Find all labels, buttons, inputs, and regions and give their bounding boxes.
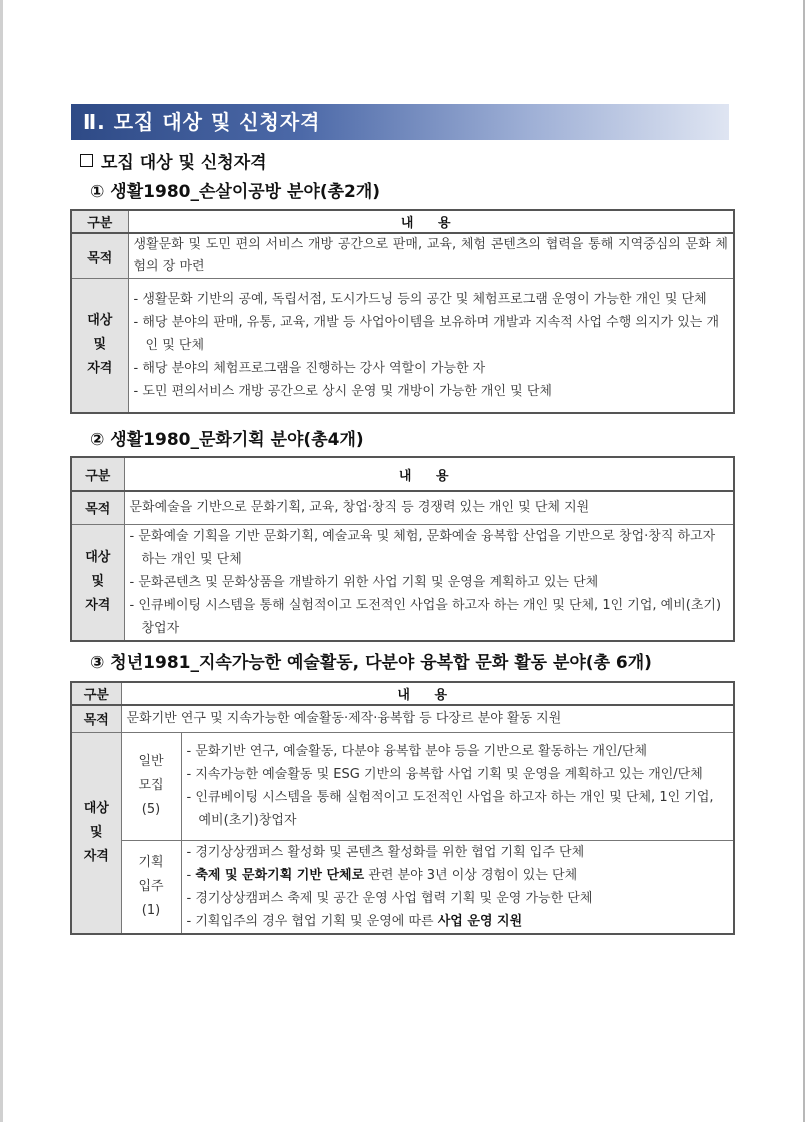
header-category: 구분 [71, 457, 124, 491]
list-item: - 경기상상캠퍼스 축제 및 공간 운영 사업 협력 기획 및 운영 가능한 단체 [186, 890, 593, 906]
target-content [128, 279, 734, 413]
checkbox-icon [80, 154, 93, 167]
target-content [124, 524, 734, 641]
field-heading-1: ① 생활1980_손살이공방 분야(총2개) [90, 182, 381, 202]
sub-heading [80, 148, 267, 173]
header-content: 내 용 [121, 682, 734, 705]
list-item: - 지속가능한 예술활동 및 ESG 기반의 융복합 사업 기획 및 운영을 계획하고 있는 개인/단체 [186, 767, 703, 782]
purpose-label: 목적 [71, 233, 128, 279]
list-item: - 문화기반 연구, 예술활동, 다분야 융복합 분야 등을 기반으로 활동하는 개인/단체 [186, 744, 648, 759]
target-label: 대상 및 자격 [71, 279, 128, 413]
list-item: - 경기상상캠퍼스 활성화 및 콘텐츠 활성화를 위한 협업 기획 입주 단체 [186, 844, 585, 860]
field-2-table [70, 456, 735, 642]
list-item: - 인큐베이팅 시스템을 통해 실험적이고 도전적인 사업을 하고자 하는 개인 및 단체, 1인 기업, 예비(초기)창업자 [129, 597, 722, 636]
purpose-text: 문화예술을 기반으로 문화기획, 교육, 창업·창직 등 경쟁력 있는 개인 및 단체 지원 [124, 491, 734, 524]
section-banner: Ⅱ. 모집 대상 및 신청자격 [71, 104, 729, 140]
purpose-label: 목적 [71, 491, 124, 524]
field-3-table [70, 681, 735, 935]
group-planning-content [181, 840, 734, 934]
list-item: - 생활문화 기반의 공예, 독립서점, 도시가드닝 등의 공간 및 체험프로그램 운영이 가능한 개인 및 단체 [133, 291, 707, 307]
header-content: 내 용 [124, 457, 734, 491]
field-1-table [70, 209, 735, 414]
item-emphasis: 축제 및 문화기획 기반 단체로 [195, 867, 365, 883]
list-item: - 문화콘텐츠 및 문화상품을 개발하기 위한 사업 기획 및 운영을 계획하고 있는 단체 [129, 574, 599, 590]
target-label: 대상 및 자격 [71, 524, 124, 641]
list-item [187, 910, 729, 933]
purpose-text: 생활문화 및 도민 편의 서비스 개방 공간으로 판매, 교육, 체험 콘텐츠의 협력을 통해 지역중심의 문화 체험의 장 마련 [128, 233, 734, 279]
sub-heading-text: 모집 대상 및 신청자격 [101, 153, 267, 173]
target-label: 대상 및 자격 [71, 732, 121, 934]
list-item: - 도민 편의서비스 개방 공간으로 상시 운영 및 개방이 가능한 개인 및 단체 [133, 383, 552, 399]
header-category: 구분 [71, 682, 121, 705]
item-text: 관련 분야 3년 이상 경험이 있는 단체 [364, 867, 578, 883]
header-category: 구분 [71, 210, 128, 233]
purpose-text: 문화기반 연구 및 지속가능한 예술활동·제작·융복합 등 다장르 분야 활동 지원 [121, 705, 734, 732]
list-item: - 해당 분야의 판매, 유통, 교육, 개발 등 사업아이템을 보유하며 개발과 지속적 사업 수행 의지가 있는 개인 및 단체 [133, 314, 720, 353]
list-item: - 해당 분야의 체험프로그램을 진행하는 강사 역할이 가능한 자 [133, 360, 486, 376]
page-edge [0, 0, 3, 1122]
purpose-label: 목적 [71, 705, 121, 732]
list-item [187, 864, 729, 887]
item-emphasis: 사업 운영 지원 [437, 913, 523, 929]
item-prefix: - [186, 867, 196, 883]
list-item: - 인큐베이팅 시스템을 통해 실험적이고 도전적인 사업을 하고자 하는 개인 및 단체, 1인 기업, 예비(초기)창업자 [186, 790, 714, 828]
item-text: - 기획입주의 경우 협업 기획 및 운영에 따른 [186, 913, 438, 929]
field-heading-3: ③ 청년1981_지속가능한 예술활동, 다분야 융복합 문화 활동 분야(총 6개) [90, 653, 652, 673]
header-content: 내 용 [128, 210, 734, 233]
group-label-planning: 기획 입주 (1) [121, 840, 181, 934]
group-label-general: 일반 모집 (5) [121, 732, 181, 840]
field-heading-2: ② 생활1980_문화기획 분야(총4개) [90, 430, 364, 450]
list-item: - 문화예술 기획을 기반 문화기획, 예술교육 및 체험, 문화예술 융복합 산업을 기반으로 창업·창직 하고자 하는 개인 및 단체 [129, 528, 716, 567]
group-general-content [181, 732, 734, 840]
